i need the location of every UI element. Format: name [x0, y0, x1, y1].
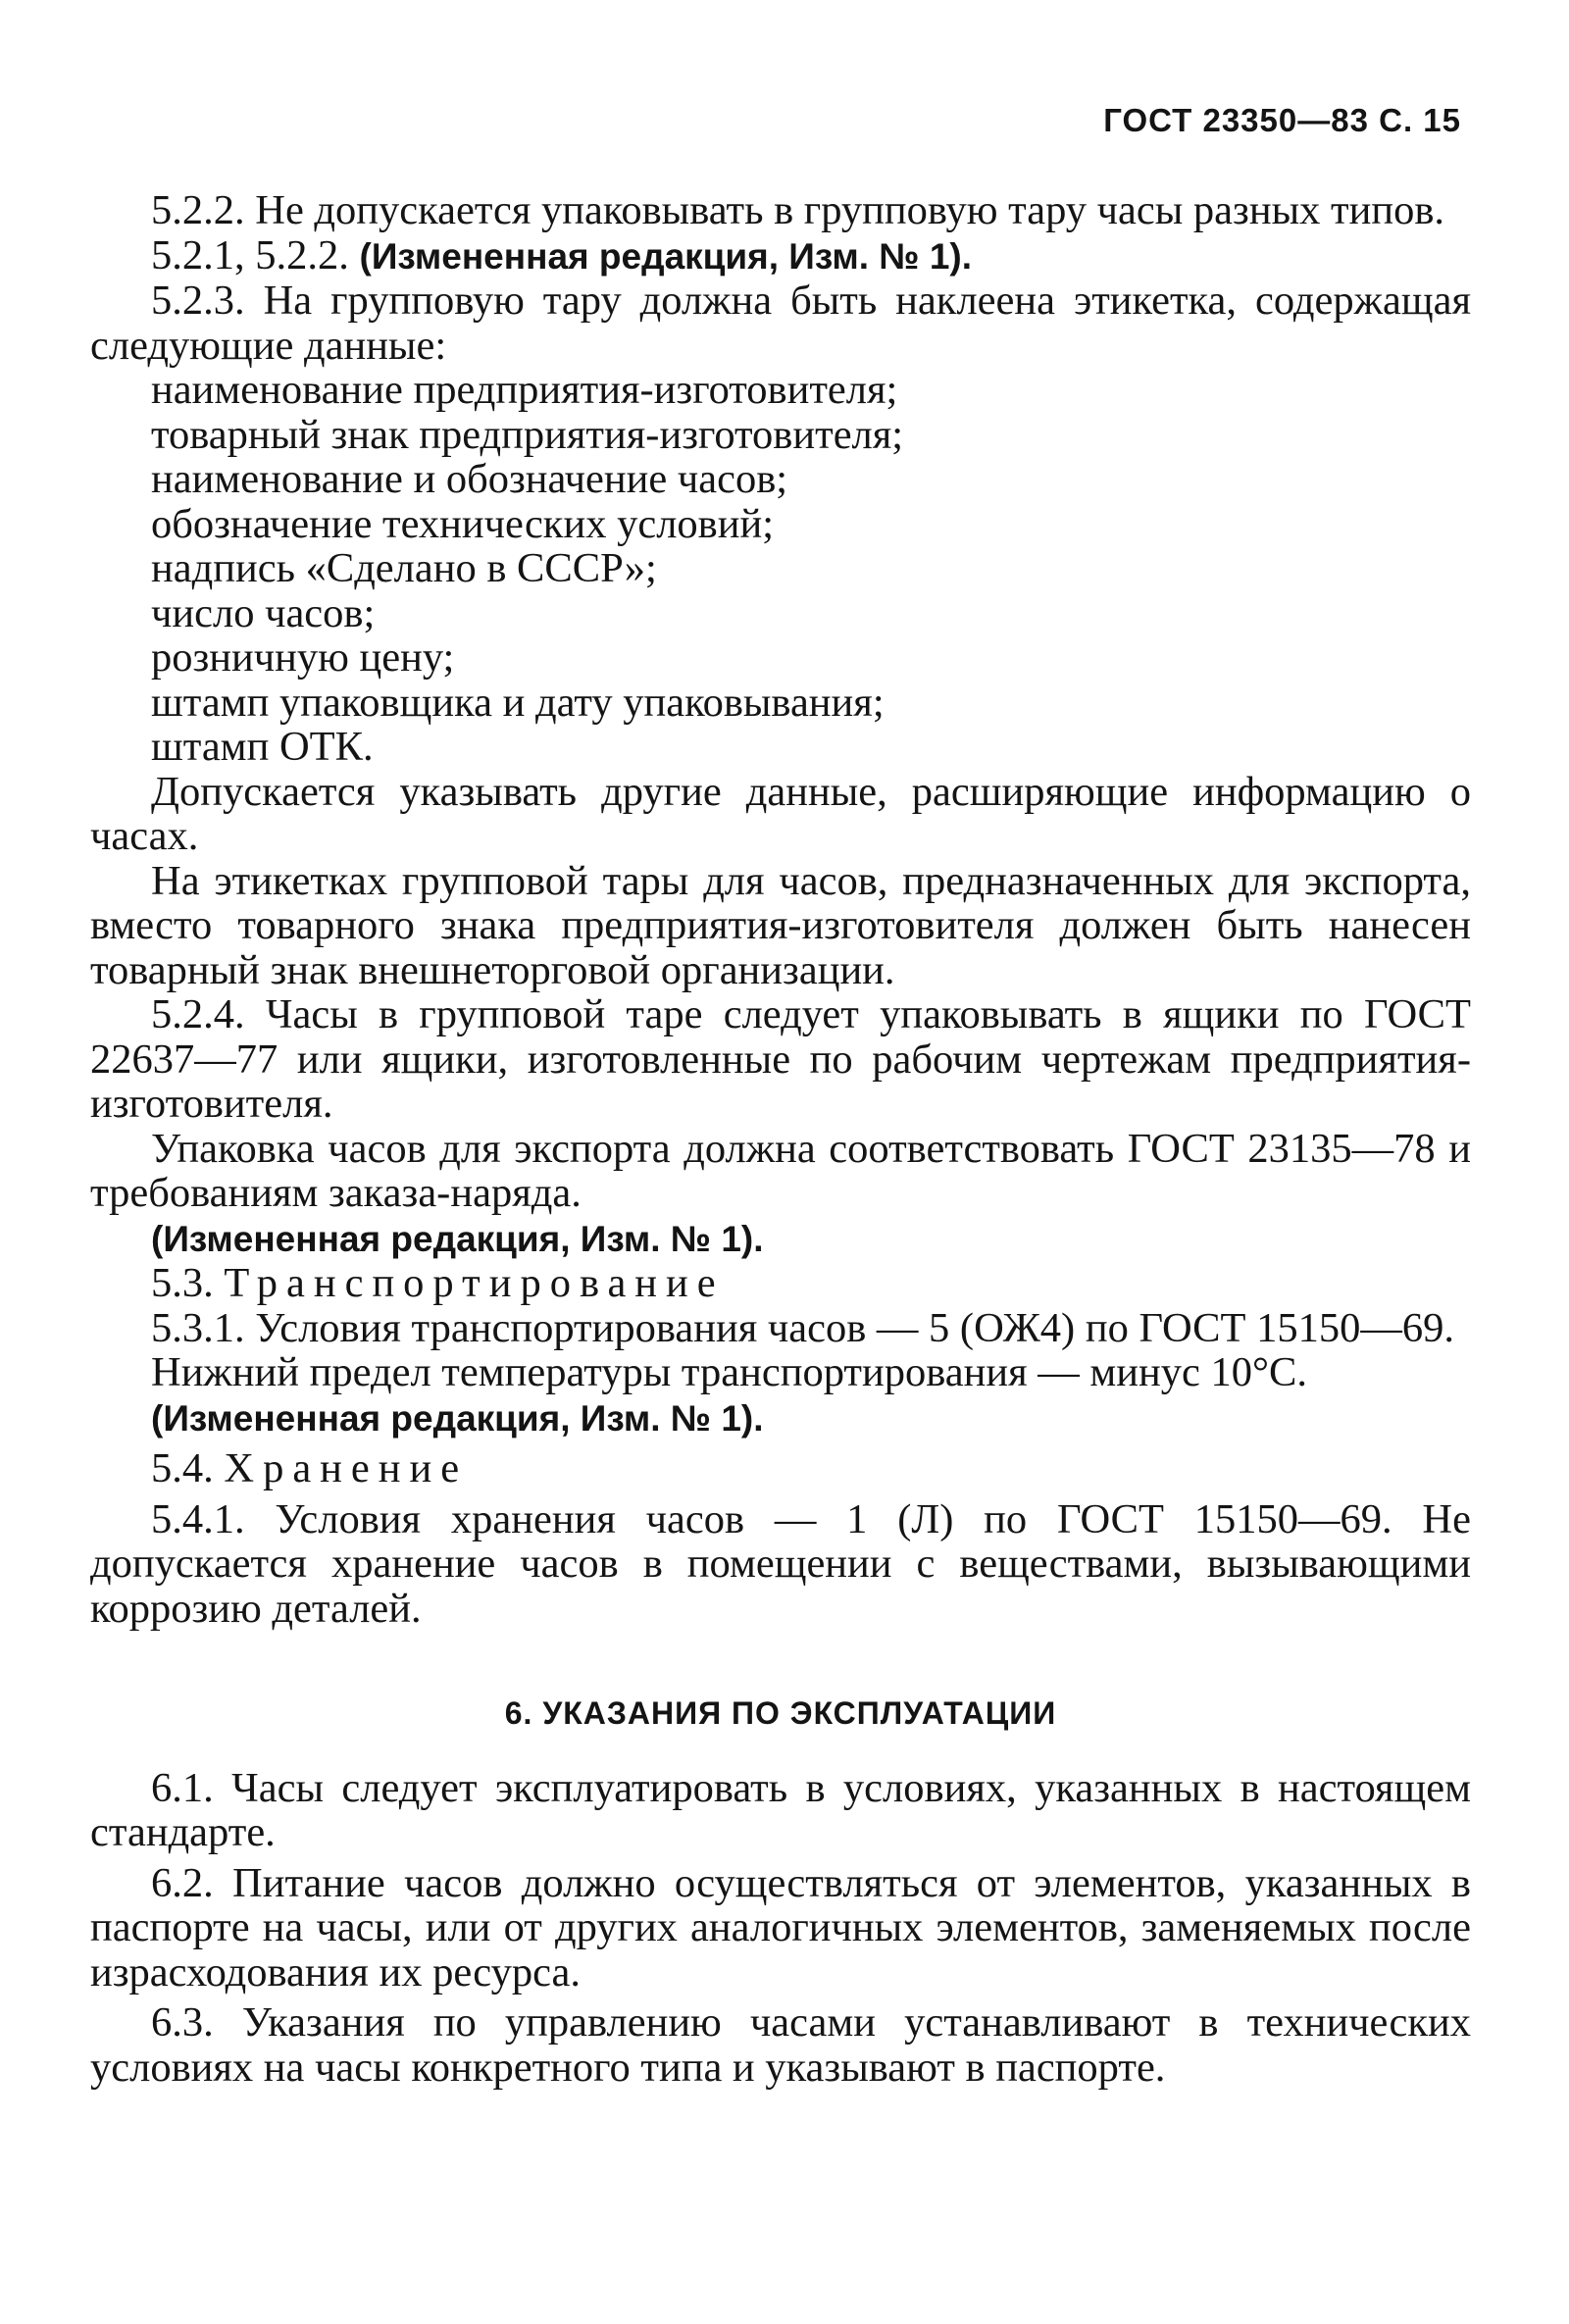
amendment-bold: (Измененная редакция, Изм. № 1). — [359, 235, 973, 277]
list-item: товарный знак предприятия-изготовителя; — [151, 411, 904, 458]
list-item: надпись «Сделано в СССР»; — [151, 545, 657, 591]
paragraph-5-2-4: 5.2.4. Часы в групповой таре следует упаковывать в ящики по ГОСТ 22637—77 или ящики, изготовленные по рабочим чертежам предприятия-изготовителя. — [90, 991, 1471, 1127]
paragraph-temperature: Нижний предел температуры транспортирования — минус 10°С. — [151, 1349, 1307, 1395]
paragraph-other-data: Допускается указывать другие данные, расширяющие информацию о часах. — [90, 768, 1471, 859]
subsection-title: Транспортирование — [224, 1260, 725, 1306]
section-6-title: 6. УКАЗАНИЯ ПО ЭКСПЛУАТАЦИИ — [504, 1695, 1057, 1731]
paragraph-5-2-3: 5.2.3. На групповую тару должна быть наклеена этикетка, содержащая следующие данные: — [90, 278, 1471, 369]
list-item: наименование предприятия-изготовителя; — [151, 367, 898, 413]
subsection-5-3-heading — [90, 1261, 1471, 1306]
subsection-title: Хранение — [224, 1445, 469, 1491]
amendment-bold: (Измененная редакция, Изм. № 1). — [151, 1218, 764, 1259]
list-item: обозначение технических условий; — [151, 500, 775, 547]
amendment-bold: (Измененная редакция, Изм. № 1). — [151, 1397, 764, 1439]
amendment-note — [90, 1216, 1471, 1262]
list-item: штамп упаковщика и дату упаковывания; — [151, 679, 885, 726]
paragraph-5-3-1: 5.3.1. Условия транспортирования часов — 5 (ОЖ4) по ГОСТ 15150—69. — [151, 1304, 1454, 1351]
paragraph-6-3: 6.3. Указания по управлению часами устанавливают в технических условиях на часы конкретного типа и указывают в паспорте. — [90, 1999, 1471, 2091]
page-header: ГОСТ 23350—83 С. 15 — [1103, 102, 1461, 138]
paragraph-6-1: 6.1. Часы следует эксплуатировать в условиях, указанных в настоящем стандарте. — [90, 1764, 1471, 1855]
list-item: число часов; — [151, 589, 376, 636]
list-item: штамп ОТК. — [151, 724, 374, 770]
amendment-note — [90, 1395, 1471, 1441]
subsection-5-4-heading — [90, 1446, 1471, 1491]
subsection-number: 5.4. — [151, 1445, 225, 1491]
amendment-prefix: 5.2.1, 5.2.2. — [151, 231, 360, 278]
amendment-note — [90, 233, 1471, 279]
subsection-number: 5.3. — [151, 1260, 225, 1306]
page-content — [90, 188, 1471, 2090]
paragraph-5-4-1: 5.4.1. Условия хранения часов — 1 (Л) по ГОСТ 15150—69. Не допускается хранение часов в помещении с веществами, вызывающими коррозию деталей. — [90, 1495, 1471, 1632]
paragraph-export-pack: Упаковка часов для экспорта должна соответствовать ГОСТ 23135—78 и требованиям заказа-наряда. — [90, 1125, 1471, 1216]
list-item: розничную цену; — [151, 634, 455, 681]
paragraph-export-label: На этикетках групповой тары для часов, предназначенных для экспорта, вместо товарного знака предприятия-изготовителя должен быть нанесен товарный знак внешнеторговой организации. — [90, 857, 1471, 993]
paragraph-6-2: 6.2. Питание часов должно осуществляться от элементов, указанных в паспорте на часы, или от других аналогичных элементов, заменяемых после израсходования их ресурса. — [90, 1859, 1471, 1996]
list-item: наименование и обозначение часов; — [151, 456, 788, 502]
paragraph-5-2-2: 5.2.2. Не допускается упаковывать в групповую тару часы разных типов. — [151, 187, 1445, 233]
